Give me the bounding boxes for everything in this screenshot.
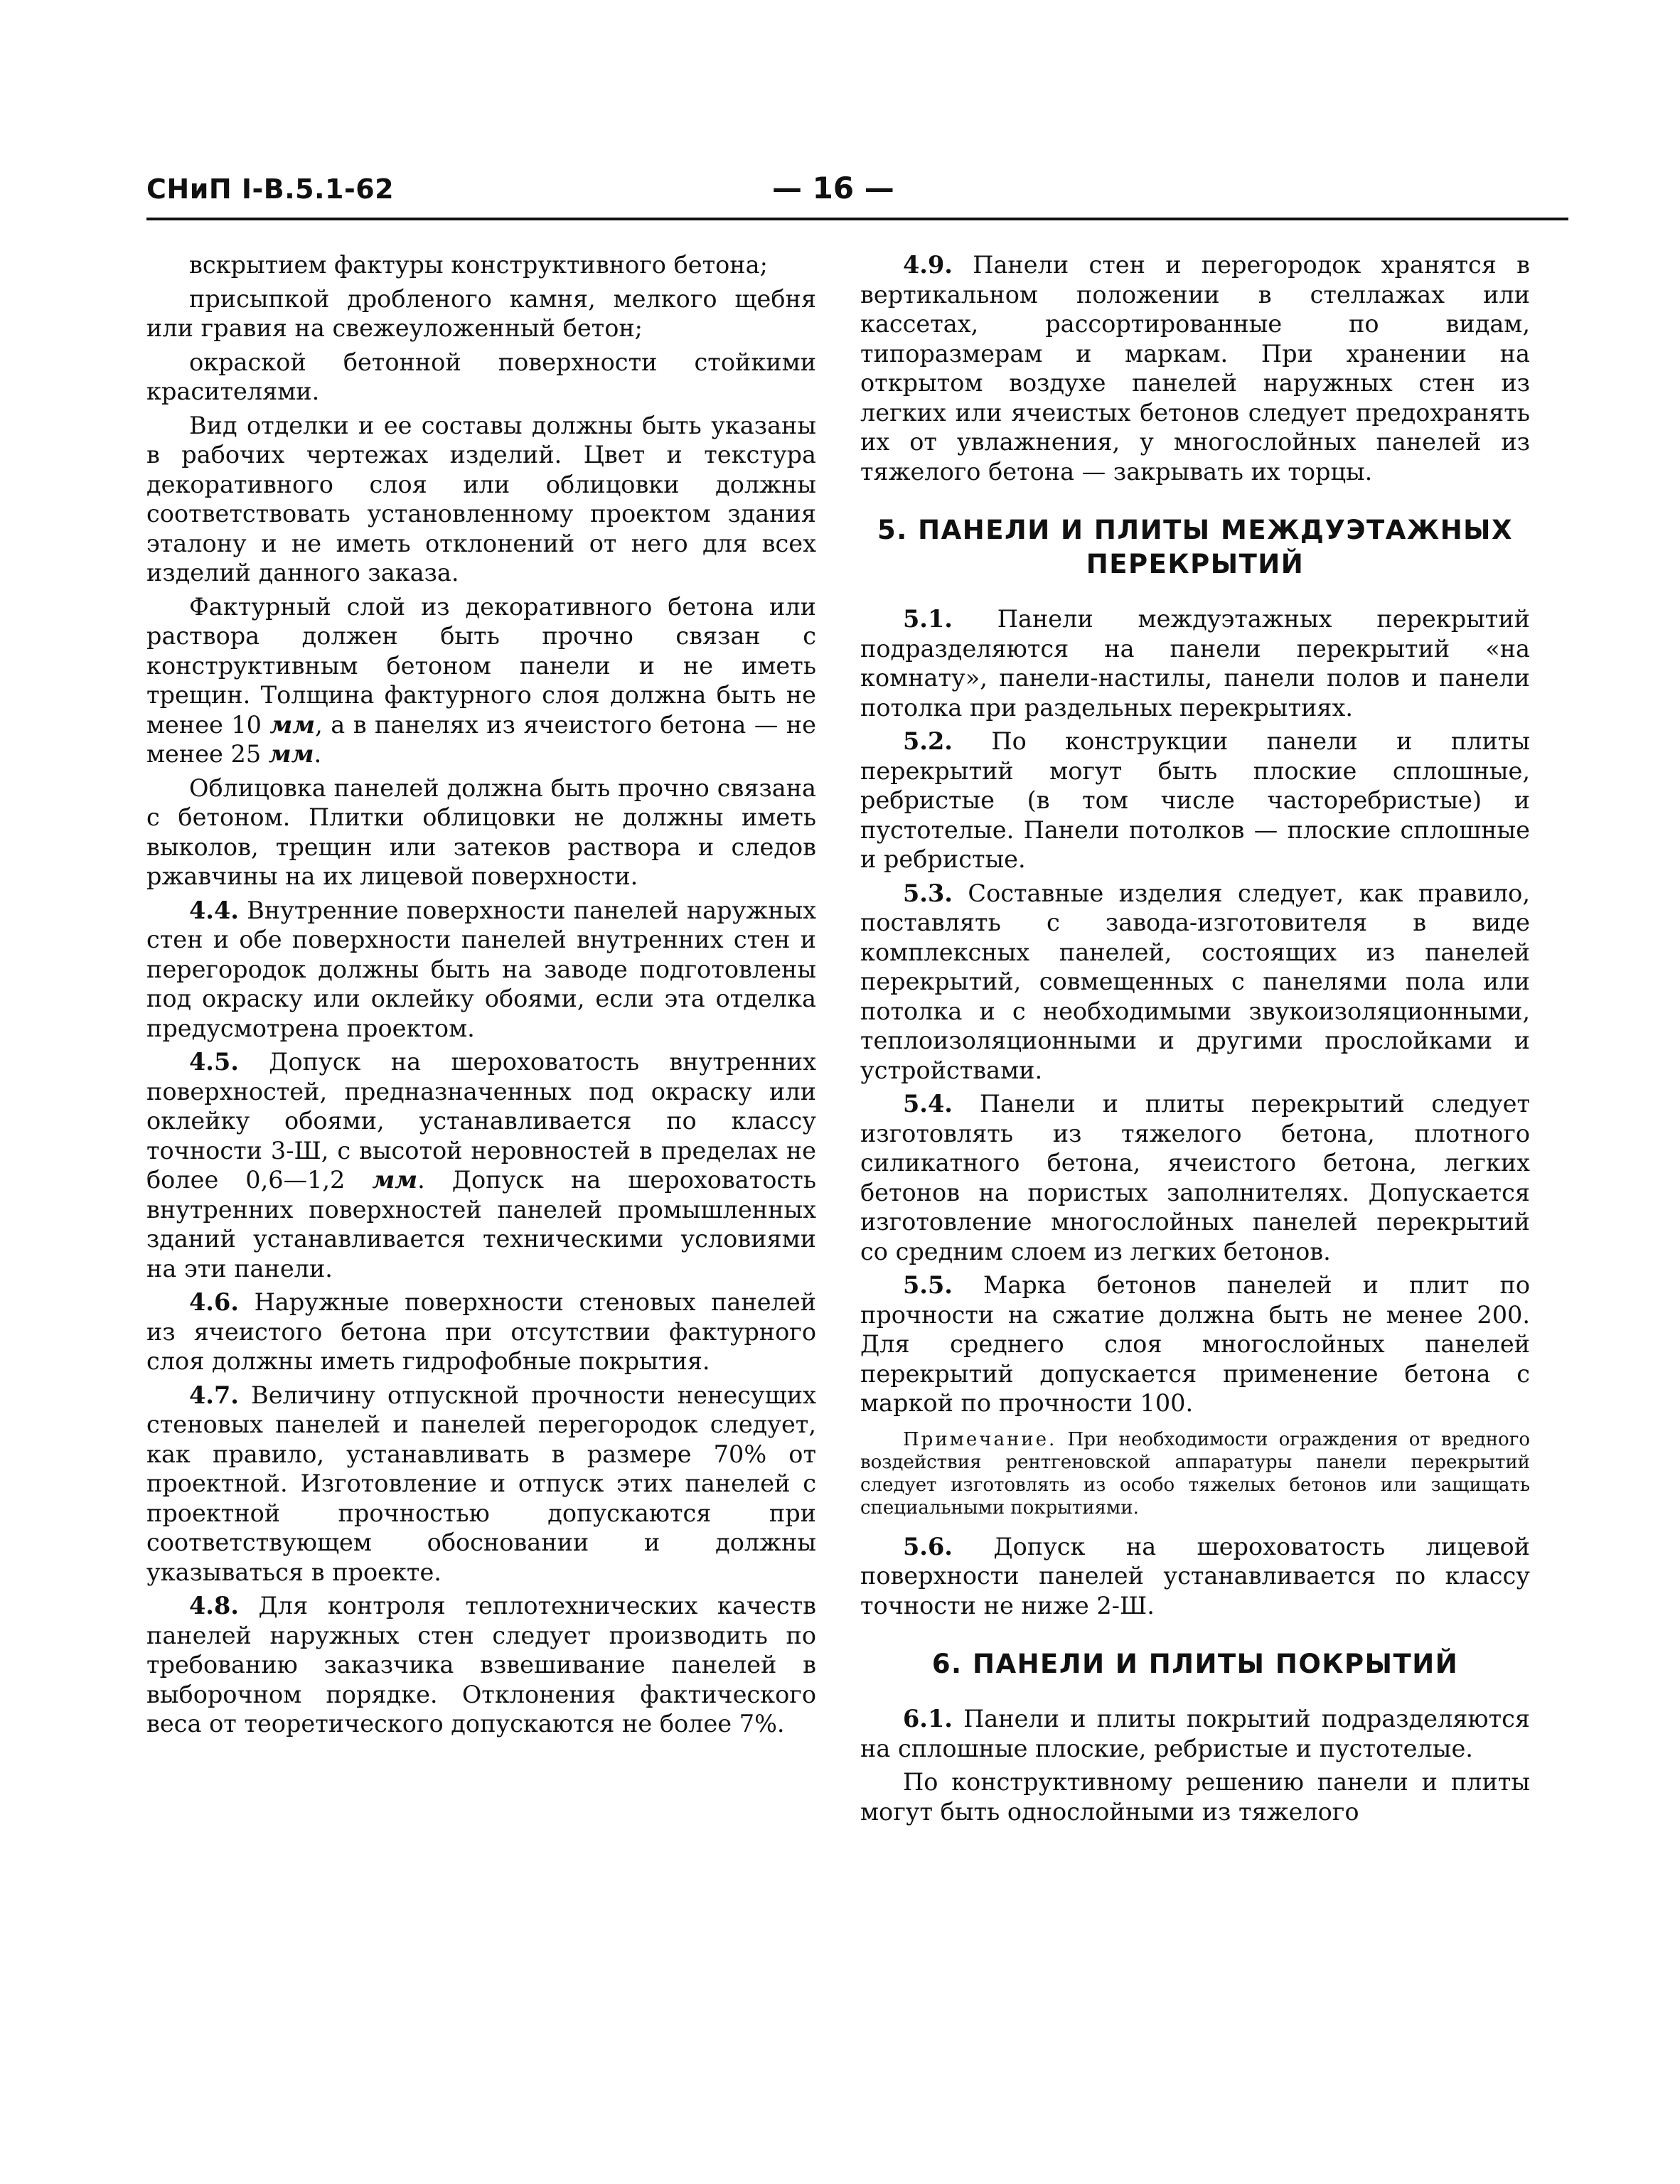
clause-text: Панели междуэтажных перекрытий подразделяются на панели перекрытий «на комнату», панели-настилы, панели полов и панели потолка при раздельных перекрытиях. <box>860 605 1530 722</box>
note <box>860 1428 1530 1519</box>
clause-text: Наружные поверхности стеновых панелей из ячеистого бетона при отсутствии фактурного слоя должны иметь гидрофобные покрытия. <box>146 1288 816 1375</box>
document-code: СНиП I-В.5.1-62 <box>146 173 395 205</box>
clause-text: Панели стен и перегородок хранятся в вертикальном положении в стеллажах или кассетах, рассортированные по видам, типоразмерам и маркам. При хранении на открытом воздухе панелей наружных стен из легких или ячеистых бетонов следует предохранять их от увлажнения, у многослойных панелей из тяжелого бетона — закрывать их торцы. <box>860 251 1530 486</box>
clause-number: 4.8. <box>189 1592 239 1620</box>
unit-label: мм <box>269 710 316 739</box>
section-heading-6: 6. ПАНЕЛИ И ПЛИТЫ ПОКРЫТИЙ <box>931 1649 1459 1679</box>
clause-4-9 <box>860 250 1530 486</box>
paragraph: По конструктивному решению панели и плиты могут быть однослойными из тяжелого <box>860 1768 1530 1826</box>
clause-number: 4.6. <box>189 1288 239 1316</box>
clause-5-4 <box>860 1089 1530 1266</box>
page-number: — 16 — <box>772 171 894 205</box>
paragraph: Вид отделки и ее составы должны быть указаны в рабочих чертежах изделий. Цвет и текстура декоративного слоя или облицовки должны соответствовать установленному проектом здания эталону и не иметь отклонений от него для всех изделий данного заказа. <box>146 411 816 587</box>
paragraph <box>146 592 816 769</box>
paragraph: Облицовка панелей должна быть прочно связана с бетоном. Плитки облицовки не должны иметь выколов, трещин или затеков раствора и следов ржавчины на их лицевой поверхности. <box>146 774 816 890</box>
clause-5-1 <box>860 604 1530 722</box>
clause-number: 5.3. <box>903 879 953 907</box>
section-heading-5: 5. ПАНЕЛИ И ПЛИТЫ МЕЖДУЭТАЖНЫХ ПЕРЕКРЫТИЙ <box>877 515 1514 579</box>
left-column <box>146 250 816 1743</box>
paragraph: окраской бетонной поверхности стойкими красителями. <box>146 348 816 405</box>
clause-text: Внутренние поверхности панелей наружных стен и обе поверхности панелей внутренних стен и перегородок должны быть на заводе подготовлены под окраску или оклейку обоями, если эта отделка предусмотрена проектом. <box>146 896 816 1042</box>
clause-text: Панели и плиты покрытий подразделяются на сплошные плоские, ребристые и пустотелые. <box>860 1705 1530 1762</box>
clause-5-2 <box>860 727 1530 874</box>
clause-number: 6.1. <box>903 1705 953 1733</box>
clause-number: 5.5. <box>903 1271 953 1299</box>
paragraph-text: . <box>314 740 322 768</box>
clause-4-8 <box>146 1591 816 1739</box>
clause-number: 5.1. <box>903 605 953 633</box>
clause-6-1 <box>860 1704 1530 1763</box>
right-column <box>860 250 1530 1831</box>
clause-4-5 <box>146 1047 816 1283</box>
clause-5-6 <box>860 1532 1530 1621</box>
note-label: Примечание. <box>903 1428 1057 1450</box>
clause-text: Величину отпускной прочности ненесущих стеновых панелей и панелей перегородок следует, как правило, устанавливать в размере 70% от проектной. Изготовление и отпуск этих панелей с проектной прочностью допускаются при соответствующем обосновании и должны указываться в проекте. <box>146 1381 816 1586</box>
note-text: При необходимости ограждения от вредного воздействия рентгеновской аппаратуры панели перекрытий следует изготовлять из особо тяжелых бетонов или защищать специальными покрытиями. <box>860 1428 1530 1519</box>
clause-4-6 <box>146 1288 816 1376</box>
clause-4-7 <box>146 1381 816 1588</box>
clause-text: По конструкции панели и плиты перекрытий могут быть плоские сплошные, ребристые (в том числе часторебристые) и пустотелые. Панели потолков — плоские сплошные и ребристые. <box>860 727 1530 873</box>
page-header <box>146 171 1568 220</box>
clause-text: Допуск на шероховатость лицевой поверхности панелей устанавливается по классу точности не ниже 2-Ш. <box>860 1532 1530 1620</box>
clause-number: 4.4. <box>189 896 239 924</box>
clause-5-5 <box>860 1270 1530 1418</box>
paragraph-text: , а в панелях из ячеистого бетона — не менее 25 <box>146 710 816 768</box>
clause-number: 5.2. <box>903 727 953 755</box>
clause-number: 5.4. <box>903 1090 953 1118</box>
paragraph: вскрытием фактуры конструктивного бетона; <box>189 251 768 279</box>
clause-4-4 <box>146 896 816 1044</box>
clause-number: 4.9. <box>903 251 953 279</box>
clause-text: Допуск на шероховатость внутренних поверхностей, предназначенных под окраску или оклейку обоями, устанавливается по классу точности 3-Ш, с высотой неровностей в пределах не более 0,6—1,2 <box>146 1048 816 1194</box>
clause-text: . Допуск на шероховатость внутренних поверхностей панелей промышленных зданий устанавливается техническими условиями на эти панели. <box>146 1166 816 1283</box>
unit-label: мм <box>372 1166 418 1194</box>
paragraph-text: Фактурный слой из декоративного бетона или раствора должен быть прочно связан с конструктивным бетоном панели и не иметь трещин. Толщина фактурного слоя должна быть не менее 10 <box>146 592 816 739</box>
unit-label: мм <box>268 740 314 768</box>
clause-5-3 <box>860 879 1530 1086</box>
clause-number: 5.6. <box>903 1532 953 1561</box>
paragraph: присыпкой дробленого камня, мелкого щебня или гравия на свежеуложенный бетон; <box>146 284 816 342</box>
clause-text: Панели и плиты перекрытий следует изготовлять из тяжелого бетона, плотного силикатного бетона, ячеистого бетона, легких бетонов на пористых заполнителях. Допускается изготовление многослойных панелей перекрытий со средним слоем из легких бетонов. <box>860 1090 1530 1265</box>
clause-text: Составные изделия следует, как правило, поставлять с завода-изготовителя в виде комплексных панелей, состоящих из панелей перекрытий, совмещенных с панелями пола или потолка и с необходимыми звукоизоляционными, теплоизоляционными и другими прослойками и устройствами. <box>860 879 1530 1084</box>
clause-text: Для контроля теплотехнических качеств панелей наружных стен следует производить по требованию заказчика взвешивание панелей в выборочном порядке. Отклонения фактического веса от теоретического допускаются не более 7%. <box>146 1592 816 1738</box>
clause-number: 4.5. <box>189 1048 239 1076</box>
clause-number: 4.7. <box>189 1381 239 1409</box>
clause-text: Марка бетонов панелей и плит по прочности на сжатие должна быть не менее 200. Для среднего слоя многослойных панелей перекрытий допускается применение бетона с маркой по прочности 100. <box>860 1271 1530 1417</box>
